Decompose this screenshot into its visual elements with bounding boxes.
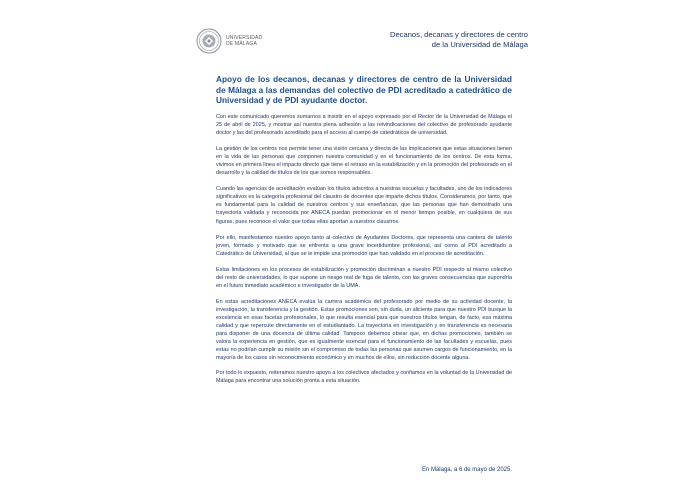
- logo-line-2: DE MÁLAGA: [226, 41, 257, 47]
- logo-line-1: UNIVERSIDAD: [226, 35, 263, 41]
- logo-text: [226, 35, 262, 47]
- paragraph: Por todo lo expuesto, reiteramos nuestro apoyo a los colectivos afectados y confiamos en la voluntad de la Universidad de Málaga para encontrar una solución pronta a esta situación.: [216, 370, 512, 385]
- university-seal-icon: [196, 28, 222, 54]
- university-logo: [196, 28, 262, 54]
- paragraph: Estas limitaciones en los procesos de estabilización y promoción discriminan a nuestro PDI respecto al mismo colectivo del resto de universidades, lo que supone un riesgo real de fuga de talento, con las graves consecuencias que supondría en el futuro inmediato académico e investigador de la UMA.: [216, 266, 512, 289]
- letterhead-line-1: Decanos, decanas y directores de centro: [389, 30, 528, 39]
- paragraph: La gestión de los centros nos permite tener una visión cercana y directa de las implicaciones que estas situaciones tienen en la vida de las personas que componen nuestra comunidad y en el funcionamiento de los centros. De esta forma, vivimos en primera línea el impacto directo que tiene el retraso en la estabilización y en la promoción del profesorado en el desarrollo y la calidad de títulos de los que somos responsables.: [216, 146, 512, 177]
- paragraph: Cuando las agencias de acreditación evalúan los títulos adscritos a nuestras escuelas y facultades, uno de los indicadores significativos es la categoría profesional del claustro de docentes que imparte dichos títulos. Consideramos, por tanto, que es fundamental para la calidad de nuestros centros y sus enseñanzas, que las personas que han demostrado una trayectoria validada y reconocida por ANECA puedan promocionar en el menor tiempo posible, en cualquiera de sus figuras, pues reconoce el valor que todas ellas aportan a nuestros claustros.: [216, 186, 512, 225]
- document-title: Apoyo de los decanos, decanas y directores de centro de la Universidad de Málaga a las demandas del colectivo de PDI acreditado a catedrático de Universidad y de PDI ayudante doctor.: [216, 74, 512, 106]
- signoff-date: En Málaga, a 6 de mayo de 2025.: [421, 467, 512, 473]
- paragraph: En estas acreditaciones ANECA evalúa la carrera académica del profesorado por medio de su actividad docente, la investigación, la transferencia y la gestión. Estas promociones son, sin duda, un aliciente para que nuestro PDI busque la excelencia en esas facetas profesionales, lo que resulta esencial para que nuestros títulos tengan, de facto, esa máxima calidad y que repercute directamente en el estudiantado. La trayectoria en investigación y en transferencia es necesaria para disponer de una docencia de última calidad. Tampoco debemos obviar que, en dichas promociones, también se valora la experiencia en gestión, que es igualmente esencial para el funcionamiento de las facultades y escuelas, pues estas no podrían cumplir su misión sin el compromiso de todas las personas que asumen cargos de funcionamiento, en la mayoría de los casos sin reconocimiento económico y en muchos de ellos, sin reducción docente alguna.: [216, 298, 512, 362]
- paragraph: Con este comunicado queremos sumarnos a insistir en el apoyo expresado por el Rector de la Universidad de Málaga el 25 de abril de 2025, y mostrar así nuestra plena adhesión a las reivindicaciones del colectivo de profesorado ayudante doctor y las del profesorado acreditado para el acceso al cuerpo de catedráticos de universidad.: [216, 114, 512, 137]
- document-body: [216, 113, 512, 392]
- letterhead: [390, 30, 528, 50]
- letterhead-line-2: de la Universidad de Málaga: [431, 40, 528, 49]
- paragraph: Por ello, manifestamos nuestro apoyo tanto al colectivo de Ayudantes Doctores, que representa una cantera de talento joven, formado y motivado que se enfrenta a una grave incertidumbre profesional, así como al PDI acreditado a Catedrático de Universidad, al que se le impide una promoción que han validado en el proceso de acreditación.: [216, 234, 512, 257]
